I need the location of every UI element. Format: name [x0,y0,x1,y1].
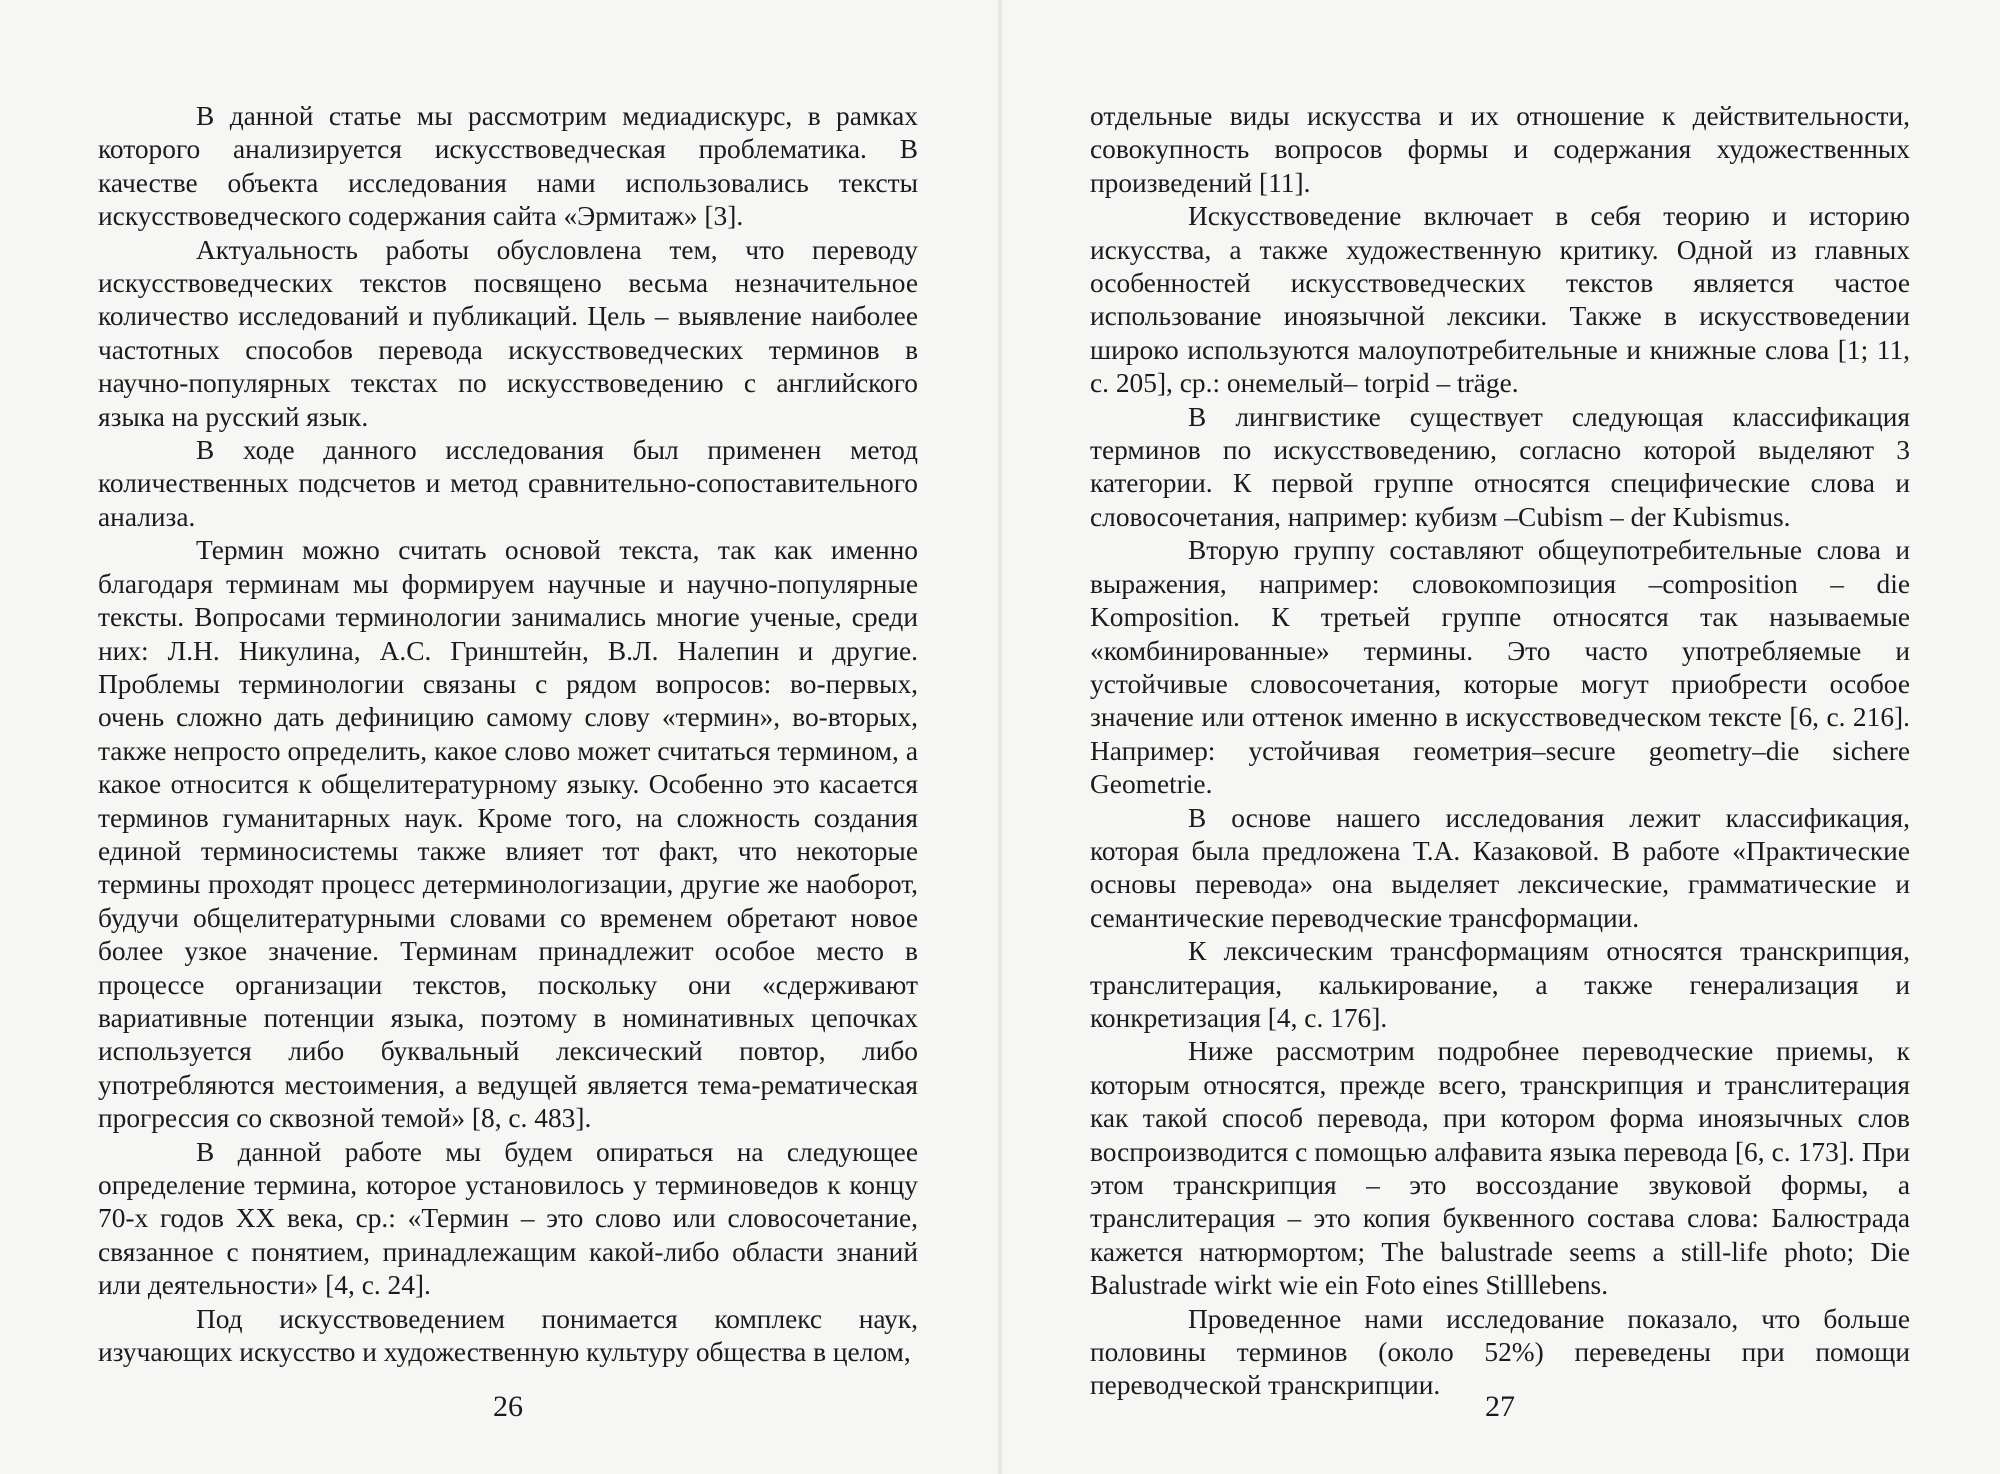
paragraph: В ходе данного исследования был применен метод количественных подсчетов и метод сравнительно-сопоставительного анализа. [98,435,918,532]
right-page [1090,100,1910,1423]
left-page [98,100,918,1423]
paragraph: В основе нашего исследования лежит классификация, которая была предложена Т.А. Казаковой. В работе «Практические основы перевода» она выделяет лексические, грамматические и семантические переводческие трансформации. [1090,802,1910,933]
paragraph: В лингвистике существует следующая классификация терминов по искусствоведению, согласно которой выделяют 3 категории. К первой группе относятся специфические слова и словосочетания, например: кубизм –Cubism – der Kubismus. [1090,401,1910,532]
page-number: 26 [493,1390,523,1423]
paragraph: В данной работе мы будем опираться на следующее определение термина, которое установилось у терминоведов к концу 70-х годов XX века, ср.: «Термин – это слово или словосочетание, связанное с понятием, принадлежащим какой-либо области знаний или деятельности» [4, с. 24]. [98,1136,918,1301]
paragraph: Искусствоведение включает в себя теорию и историю искусства, а также художественную критику. Одной из главных особенностей искусствоведческих текстов является частое использование иноязычной лексики. Также в искусствоведении широко используются малоупотребительные и книжные слова [1; 11, с. 205], ср.: онемелый– torpid – träge. [1090,201,1910,399]
paragraph: Под искусствоведением понимается комплекс наук, изучающих искусство и художественную культуру общества в целом, [98,1303,918,1368]
right-page-text [1090,100,1910,1401]
paragraph-continuation: отдельные виды искусства и их отношение к действительности, совокупность вопросов формы и содержания художественных произведений [11]. [1090,101,1910,198]
paragraph: Ниже рассмотрим подробнее переводческие приемы, к которым относятся, прежде всего, транскрипция и транслитерация как такой способ перевода, при котором форма иноязычных слов воспроизводится с помощью алфавита языка перевода [6, с. 173]. При этом транскрипция – это воссоздание звуковой формы, а транслитерация – это копия буквенного состава слова: Балюстрада кажется натюрмортом; The balustrade seems a still-life photo; Die Balustrade wirkt wie ein Foto eines Stilllebens. [1090,1036,1910,1301]
left-page-text [98,100,918,1368]
paragraph: К лексическим трансформациям относятся транскрипция, транслитерация, калькирование, а также генерализация и конкретизация [4, с. 176]. [1090,936,1910,1033]
paragraph: Термин можно считать основой текста, так как именно благодаря терминам мы формируем научные и научно-популярные тексты. Вопросами терминологии занимались многие ученые, среди них: Л.Н. Никулина, А.С. Гринштейн, В.Л. Налепин и другие. Проблемы терминологии связаны с рядом вопросов: во-первых, очень сложно дать дефиницию самому слову «термин», во-вторых, также непросто определить, какое слово может считаться термином, а какое относится к общелитературному языку. Особенно это касается терминов гуманитарных наук. Кроме того, на сложность создания единой терминосистемы также влияет тот факт, что некоторые термины проходят процесс детерминологизации, другие же наоборот, будучи общелитературными словами со временем обретают новое более узкое значение. Терминам принадлежит особое место в процессе организации текстов, поскольку они «сдерживают вариативные потенции языка, поэтому в номинативных цепочках используется либо буквальный лексический повтор, либо употребляются местоимения, а ведущей является тема-рематическая прогрессия со сквозной темой» [8, с. 483]. [98,535,918,1134]
paragraph: Вторую группу составляют общеупотребительные слова и выражения, например: словокомпозиция –composition – die Komposition. К третьей группе относятся так называемые «комбинированные» термины. Это часто употребляемые и устойчивые словосочетания, которые могут приобрести особое значение или оттенок именно в искусствоведческом тексте [6, с. 216]. Например: устойчивая геометрия–secure geometry–die sichere Geometrie. [1090,535,1910,800]
page-number: 27 [1485,1390,1515,1423]
paragraph: Проведенное нами исследование показало, что больше половины терминов (около 52%) переведены при помощи переводческой транскрипции. [1090,1303,1910,1401]
paragraph: Актуальность работы обусловлена тем, что переводу искусствоведческих текстов посвящено весьма незначительное количество исследований и публикаций. Цель – выявление наиболее частотных способов перевода искусствоведческих терминов в научно-популярных текстах по искусствоведению с английского языка на русский язык. [98,234,918,432]
paragraph: В данной статье мы рассмотрим медиадискурс, в рамках которого анализируется искусствоведческая проблематика. В качестве объекта исследования нами использовались тексты искусствоведческого содержания сайта «Эрмитаж» [3]. [98,101,918,232]
book-gutter [998,0,1002,1474]
